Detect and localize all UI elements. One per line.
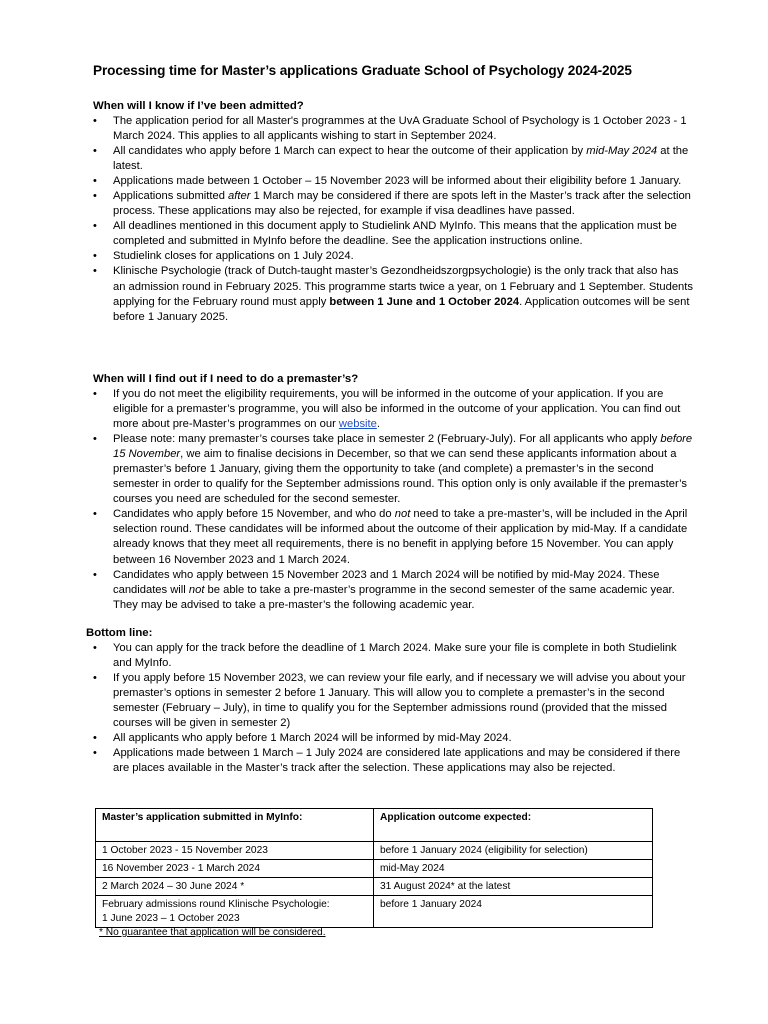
table-cell (96, 896, 374, 928)
table-footnote: * No guarantee that application will be considered. (99, 927, 326, 938)
section-heading-admitted: When will I know if I’ve been admitted? (93, 100, 304, 112)
list-item: • If you do not meet the eligibility requirements, you will be informed in the outcome of your application. If you are eligible for a premaster’s programme, you will also be informed in the outcome of your application. You can find out more about pre-Master’s programmes on our website. (93, 387, 693, 432)
bottom-line-list (93, 641, 693, 776)
section-admitted (93, 99, 693, 325)
outcome-table (95, 808, 653, 928)
table-row (96, 878, 653, 896)
table-row (96, 896, 653, 928)
list-item: • All deadlines mentioned in this document apply to Studielink AND MyInfo. This means that the application must be completed and submitted in MyInfo before the deadline. See the application instructions online. (93, 219, 693, 249)
admitted-list (93, 114, 693, 325)
table-cell-line: 1 June 2023 – 1 October 2023 (102, 913, 240, 924)
table-header-cell: Master’s application submitted in MyInfo: (96, 809, 374, 842)
table-cell: 31 August 2024* at the latest (374, 878, 653, 896)
table-cell: before 1 January 2024 (374, 896, 653, 928)
table-cell: 16 November 2023 - 1 March 2024 (96, 860, 374, 878)
list-item: • The application period for all Master's programmes at the UvA Graduate School of Psychology is 1 October 2023 - 1 March 2024. This applies to all applicants wishing to start in September 2024. (93, 114, 693, 144)
list-item: • All candidates who apply before 1 March can expect to hear the outcome of their application by mid-May 2024 at the latest. (93, 144, 693, 174)
list-item: • Candidates who apply before 15 November, and who do not need to take a pre-master’s, will be included in the April selection round. These candidates will be informed about the outcome of their application by mid-May. If a candidate already knows that they meet all requirements, there is no benefit in applying before 15 November. You can apply between 16 November 2023 and 1 March 2024. (93, 507, 693, 567)
table-cell: before 1 January 2024 (eligibility for selection) (374, 842, 653, 860)
list-item: • Applications submitted after 1 March may be considered if there are spots left in the Master’s track after the selection process. These applications may also be rejected, for example if visa deadlines have passed. (93, 189, 693, 219)
table-cell-line: February admissions round Klinische Psychologie: (102, 899, 330, 910)
list-item: • Studielink closes for applications on 1 July 2024. (93, 249, 693, 264)
section-heading-bottom-line: Bottom line: (86, 627, 153, 639)
table-cell: mid-May 2024 (374, 860, 653, 878)
table-row (96, 860, 653, 878)
website-link[interactable]: website (338, 418, 377, 431)
list-item: • You can apply for the track before the deadline of 1 March 2024. Make sure your file is complete in both Studielink and MyInfo. (93, 641, 693, 671)
list-item: • Candidates who apply between 15 November 2023 and 1 March 2024 will be notified by mid-May 2024. These candidates will not be able to take a pre-master’s programme in the second semester of the same academic year. They may be advised to take a pre-master’s the following academic year. (93, 568, 693, 613)
section-bottom-line (86, 626, 693, 776)
section-heading-premaster: When will I find out if I need to do a premaster’s? (93, 373, 359, 385)
list-item: • All applicants who apply before 1 March 2024 will be informed by mid-May 2024. (93, 731, 693, 746)
premaster-list (93, 387, 693, 613)
list-item: • Please note: many premaster’s courses take place in semester 2 (February-July). For all applicants who apply before 15 November, we aim to finalise decisions in December, so that we can send these applicants information about a premaster’s before 1 January, giving them the opportunity to take (and complete) a premaster’s in the second semester in order to qualify for the September admissions round. This option only is only available if the premaster’s courses you need are scheduled for the second semester. (93, 432, 693, 507)
table-header-cell: Application outcome expected: (374, 809, 653, 842)
table-header-row (96, 809, 653, 842)
table-row (96, 842, 653, 860)
section-premaster (93, 372, 693, 613)
list-item: • Applications made between 1 October – 15 November 2023 will be informed about their eligibility before 1 January. (93, 174, 693, 189)
page-title: Processing time for Master’s applications Graduate School of Psychology 2024-2025 (93, 63, 632, 78)
table-cell: 1 October 2023 - 15 November 2023 (96, 842, 374, 860)
table-cell: 2 March 2024 – 30 June 2024 * (96, 878, 374, 896)
list-item: • Applications made between 1 March – 1 July 2024 are considered late applications and may be considered if there are places available in the Master’s track after the selection. These applications may also be rejected. (93, 746, 693, 776)
list-item: • Klinische Psychologie (track of Dutch-taught master’s Gezondheidszorgpsychologie) is the only track that also has an admission round in February 2025. This programme starts twice a year, on 1 February and 1 September. Students applying for the February round must apply between 1 June and 1 October 2024. Application outcomes will be sent before 1 January 2025. (93, 264, 693, 324)
list-item: • If you apply before 15 November 2023, we can review your file early, and if necessary we will advise you about your premaster’s options in semester 2 before 1 January. This will allow you to complete a premaster’s in the second semester (February – July), in time to qualify you for the September admissions round (provided that the missed courses will be given in semester 2) (93, 671, 693, 731)
